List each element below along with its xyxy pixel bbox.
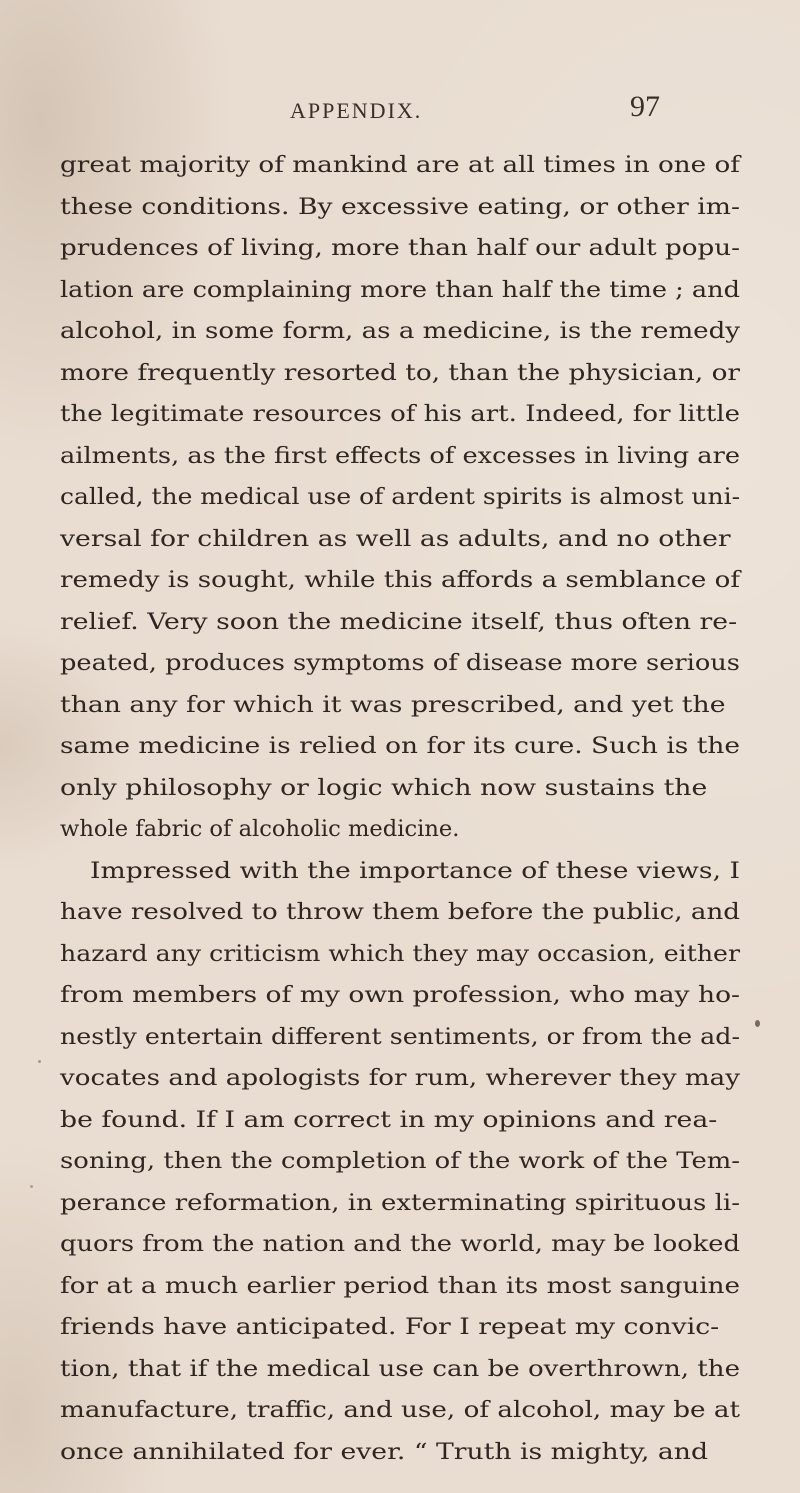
text-line-content: prudences of living, more than half our adult popu- bbox=[60, 235, 740, 261]
text-line bbox=[0, 518, 800, 560]
text-line-content: lation are complaining more than half the time ; and bbox=[60, 276, 740, 303]
text-line-content: great majority of mankind are at all times in one of bbox=[60, 152, 740, 178]
text-line bbox=[0, 808, 800, 850]
text-line bbox=[0, 227, 800, 269]
text-line bbox=[0, 1265, 800, 1307]
text-line bbox=[0, 269, 800, 311]
text-line-content: ailments, as the first effects of excesses in living are bbox=[60, 442, 740, 469]
text-line bbox=[0, 1348, 800, 1390]
text-line bbox=[0, 1223, 800, 1265]
text-line bbox=[0, 850, 800, 892]
text-line bbox=[0, 1306, 800, 1348]
text-line-content: called, the medical use of ardent spirits is almost uni- bbox=[60, 484, 741, 510]
text-line bbox=[0, 601, 800, 643]
text-line-content: for at a much earlier period than its most sanguine bbox=[60, 1272, 741, 1299]
text-line bbox=[0, 642, 800, 684]
text-line bbox=[0, 1057, 800, 1099]
text-line bbox=[0, 725, 800, 767]
text-line bbox=[0, 767, 800, 809]
text-line bbox=[0, 186, 800, 228]
text-line-content: than any for which it was prescribed, and yet the bbox=[60, 691, 726, 718]
text-line-content: quors from the nation and the world, may be looked bbox=[60, 1231, 741, 1257]
text-line-content: tion, that if the medical use can be overthrown, the bbox=[60, 1355, 741, 1382]
text-line-content: these conditions. By excessive eating, or other im- bbox=[60, 193, 741, 220]
running-head bbox=[0, 88, 800, 138]
text-line bbox=[0, 1140, 800, 1182]
text-line bbox=[0, 974, 800, 1016]
text-line-content: same medicine is relied on for its cure. Such is the bbox=[60, 733, 740, 759]
text-line bbox=[0, 1099, 800, 1141]
text-line bbox=[0, 310, 800, 352]
text-line-content: peated, produces symptoms of disease more serious bbox=[60, 650, 740, 676]
text-line bbox=[0, 684, 800, 726]
text-line-content: whole fabric of alcoholic medicine. bbox=[60, 816, 460, 842]
text-line bbox=[0, 1016, 800, 1058]
text-line-content: the legitimate resources of his art. Indeed, for little bbox=[60, 401, 741, 427]
text-line bbox=[0, 435, 800, 477]
text-line-content: from members of my own profession, who may ho- bbox=[60, 982, 741, 1008]
text-line bbox=[0, 1182, 800, 1224]
text-line bbox=[0, 933, 800, 975]
text-line bbox=[0, 559, 800, 601]
text-line-content: alcohol, in some form, as a medicine, is the remedy bbox=[60, 318, 741, 344]
text-line-content: nestly entertain different sentiments, or from the ad- bbox=[60, 1023, 741, 1050]
text-line bbox=[0, 1431, 800, 1473]
text-line bbox=[0, 144, 800, 186]
text-line-content: be found. If I am correct in my opinions and rea- bbox=[60, 1106, 718, 1133]
text-line bbox=[0, 393, 800, 435]
header-title: APPENDIX. bbox=[290, 98, 423, 123]
text-line bbox=[0, 352, 800, 394]
text-line-content: hazard any criticism which they may occasion, either bbox=[60, 940, 740, 967]
margin-speck bbox=[38, 1060, 41, 1063]
text-line bbox=[0, 891, 800, 933]
margin-speck bbox=[30, 1185, 33, 1188]
text-line-content: soning, then the completion of the work of the Tem- bbox=[60, 1148, 741, 1174]
text-line-content: manufacture, traffic, and use, of alcohol, may be at bbox=[60, 1397, 740, 1423]
text-line-content: remedy is sought, while this affords a semblance of bbox=[60, 567, 740, 593]
text-line-content: more frequently resorted to, than the physician, or bbox=[60, 359, 741, 386]
text-line bbox=[0, 476, 800, 518]
text-line-content: versal for children as well as adults, and no other bbox=[60, 525, 731, 552]
text-line-content: perance reformation, in exterminating spirituous li- bbox=[60, 1189, 741, 1216]
text-line-content: have resolved to throw them before the public, and bbox=[60, 899, 740, 925]
text-line-content: Impressed with the importance of these views, I bbox=[90, 857, 740, 884]
text-line-content: relief. Very soon the medicine itself, thus often re- bbox=[60, 608, 738, 635]
margin-speck bbox=[755, 1020, 760, 1027]
page-number: 97 bbox=[630, 90, 660, 123]
text-line-content: vocates and apologists for rum, wherever they may bbox=[60, 1065, 741, 1091]
text-line-content: only philosophy or logic which now sustains the bbox=[60, 774, 708, 801]
text-line-content: friends have anticipated. For I repeat my convic- bbox=[60, 1314, 720, 1340]
text-line-content: once annihilated for ever. “ Truth is mighty, and bbox=[60, 1438, 709, 1465]
text-line bbox=[0, 1389, 800, 1431]
